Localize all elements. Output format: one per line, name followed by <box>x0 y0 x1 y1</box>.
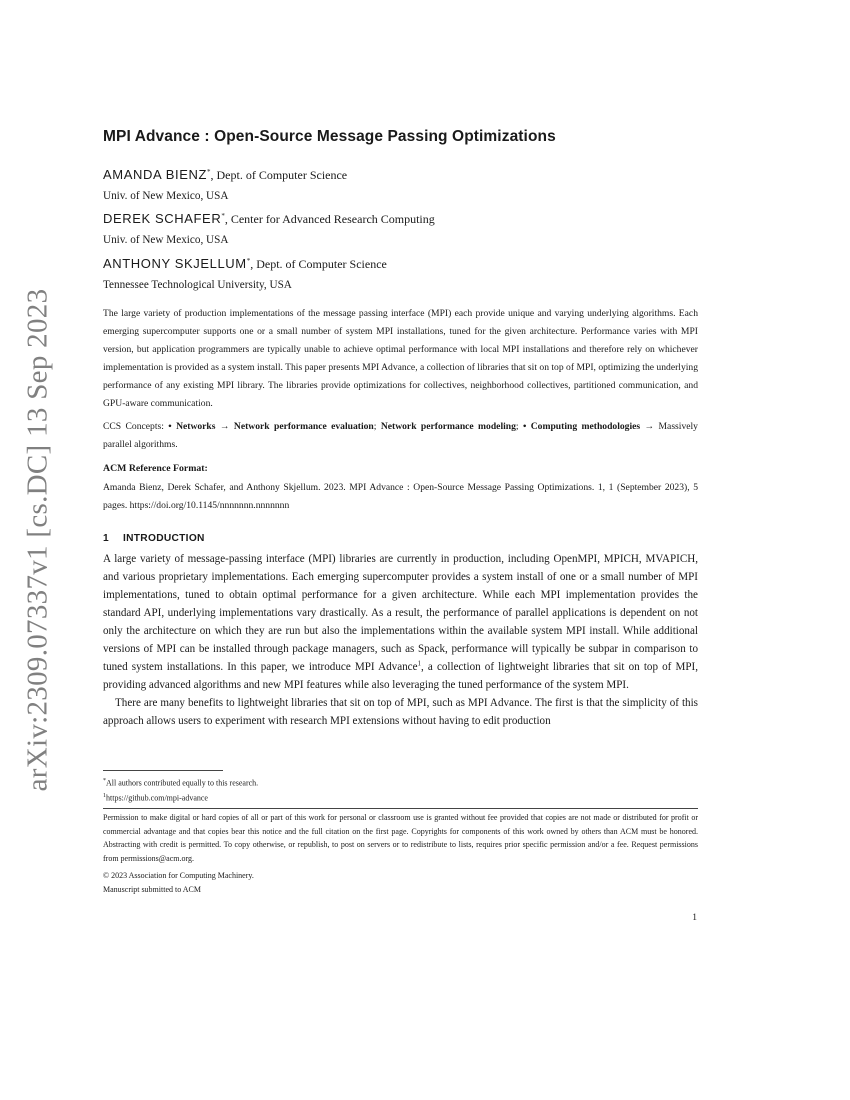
intro-p1-text: A large variety of message-passing interface (MPI) libraries are currently in production, including OpenMPI, MPICH, MVAPICH, and various proprietary implementations. Each emerging supercomputer provides a system install of one or a small number of MPI implementations, tuned to obtain optimal performance for a given architecture. While each MPI implementation provides the standard API, underlying implementations vary drastically. As a result, the performance of parallel applications is dependent on not only the architecture on which they are run but also the implementations within the available system MPI install. While additional versions of MPI can be installed through package managers, such as Spack, performance will typically be subpar in comparison to tuned system installations. In this paper, we introduce MPI Advance <box>103 553 698 673</box>
footnote-text: All authors contributed equally to this research. <box>106 778 259 788</box>
author-name: DEREK SCHAFER <box>103 211 222 226</box>
arxiv-identifier-stamp: arXiv:2309.07337v1 [cs.DC] 13 Sep 2023 <box>21 288 54 792</box>
intro-paragraph-1 <box>103 550 698 694</box>
introduction-body <box>103 550 698 730</box>
footnote-link[interactable]: https://github.com/mpi-advance <box>106 793 208 803</box>
author-2 <box>103 211 435 227</box>
footnote-divider <box>103 770 223 771</box>
acm-reference-text: Amanda Bienz, Derek Schafer, and Anthony Skjellum. 2023. MPI Advance : Open-Source Message Passing Optimizations. 1, 1 (September 2023), 5 pages. https://doi.org/10.1145/nnnnnnn.nnnnnnn <box>103 482 698 511</box>
author-name: AMANDA BIENZ <box>103 167 207 182</box>
footnote-marker: * <box>103 778 106 784</box>
ccs-concepts <box>103 418 698 454</box>
ccs-modeling: Network performance modeling <box>380 421 516 432</box>
intro-p1-text-cont: , a collection of lightweight libraries that sit on top of MPI, providing advanced algorithms and new MPI features while also leveraging the tuned performance of the system MPI. <box>103 661 698 691</box>
ccs-bullet: • <box>522 421 531 432</box>
author-marker: * <box>246 257 251 265</box>
author-1 <box>103 167 347 183</box>
author-3-affiliation: Tennessee Technological University, USA <box>103 279 292 291</box>
ccs-prefix: CCS Concepts: <box>103 421 169 432</box>
section-title: INTRODUCTION <box>123 533 205 544</box>
paper-title: MPI Advance : Open-Source Message Passing Optimizations <box>103 128 556 145</box>
author-3 <box>103 256 387 272</box>
copyright-line: © 2023 Association for Computing Machinery. <box>103 871 254 880</box>
acm-reference-heading: ACM Reference Format: <box>103 463 208 474</box>
author-1-affiliation: Univ. of New Mexico, USA <box>103 190 229 202</box>
author-name: ANTHONY SKJELLUM <box>103 256 247 271</box>
footnotes <box>103 775 258 804</box>
ccs-eval: Network performance evaluation <box>233 421 374 432</box>
ccs-massive: Massively parallel algorithms. <box>103 421 698 450</box>
ccs-sep: ; <box>373 421 381 432</box>
permission-divider <box>103 808 698 809</box>
section-number: 1 <box>103 533 109 544</box>
intro-paragraph-2: There are many benefits to lightweight libraries that sit on top of MPI, such as MPI Advance. The first is that the simplicity of this approach allows users to experiment with research MPI extensions without having to edit production <box>103 697 698 727</box>
author-dept: , Dept. of Computer Science <box>210 168 348 182</box>
author-dept: , Dept. of Computer Science <box>250 257 387 271</box>
section-heading <box>103 533 205 544</box>
author-dept: , Center for Advanced Research Computing <box>224 212 435 226</box>
abstract: The large variety of production implementations of the message passing interface (MPI) each provide unique and varying underlying algorithms. Each emerging supercomputer supports one or a small number of system MPI installations, tuned for the given architecture. Performance varies with MPI version, but application programmers are typically unable to achieve optimal performance with local MPI installations and therefore rely on whichever implementation is provided as a system install. This paper presents MPI Advance, a collection of libraries that sit on top of MPI, optimizing the underlying performance of any existing MPI library. The libraries provide optimizations for collectives, neighborhood collectives, partitioned communication, and GPU-aware communication. <box>103 308 698 409</box>
ccs-arrow: → <box>640 421 659 432</box>
footnote <box>103 790 258 805</box>
ccs-bullet: • <box>168 421 177 432</box>
ccs-arrow: → <box>215 421 234 432</box>
footnote <box>103 775 258 790</box>
ccs-networks: Networks <box>176 421 216 432</box>
ccs-computing: Computing methodologies <box>530 421 641 432</box>
author-2-affiliation: Univ. of New Mexico, USA <box>103 234 229 246</box>
footnote-marker: 1 <box>103 792 106 799</box>
permission-notice: Permission to make digital or hard copies of all or part of this work for personal or classroom use is granted without fee provided that copies are not made or distributed for profit or commercial advantage and that copies bear this notice and the full citation on the first page. Copyrights for components of this work owned by others than ACM must be honored. Abstracting with credit is permitted. To copy otherwise, or republish, to post on servers or to redistribute to lists, requires prior specific permission and/or a fee. Request permissions from permissions@acm.org. <box>103 813 698 863</box>
copyright-block <box>103 869 254 896</box>
footnote-ref: 1 <box>417 659 422 668</box>
author-marker: * <box>221 212 225 220</box>
page-number: 1 <box>692 913 697 923</box>
author-marker: * <box>207 168 211 176</box>
ccs-sep: ; <box>515 421 523 432</box>
manuscript-line: Manuscript submitted to ACM <box>103 884 201 894</box>
